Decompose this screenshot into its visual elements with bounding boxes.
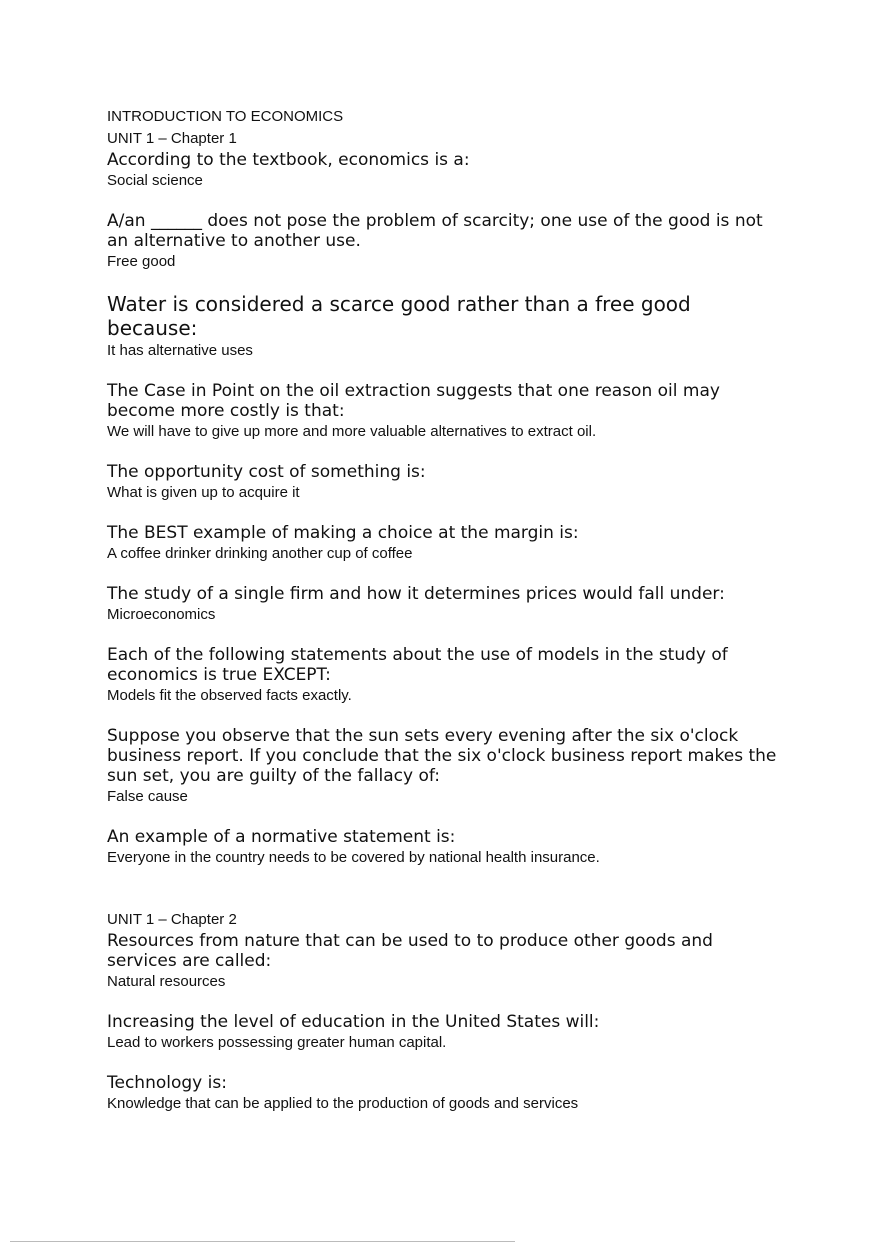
qa-item: [107, 645, 787, 707]
question-text: The Case in Point on the oil extraction suggests that one reason oil may become more costly is that:: [107, 381, 720, 421]
chapter-heading: UNIT 1 – Chapter 1: [107, 130, 237, 147]
chapter-1: [107, 128, 787, 869]
question-text: An example of a normative statement is:: [107, 827, 456, 847]
chapter-heading: UNIT 1 – Chapter 2: [107, 911, 237, 928]
question-text: The opportunity cost of something is:: [107, 462, 426, 482]
qa-item: [107, 1073, 787, 1115]
answer-text: What is given up to acquire it: [107, 484, 300, 501]
chapter-2: [107, 909, 787, 1115]
qa-item: [107, 1012, 787, 1054]
qa-item: [107, 292, 787, 362]
question-text: Suppose you observe that the sun sets every evening after the six o'clock business report. If you conclude that the six o'clock business report makes the sun set, you are guilty of the fallacy of:: [107, 726, 777, 786]
qa-item: [107, 150, 787, 192]
question-text: According to the textbook, economics is a:: [107, 150, 470, 170]
answer-text: Microeconomics: [107, 606, 216, 623]
question-text: Technology is:: [107, 1073, 227, 1093]
answer-text: Everyone in the country needs to be covered by national health insurance.: [107, 849, 600, 866]
qa-item: [107, 827, 787, 869]
question-text: The study of a single firm and how it determines prices would fall under:: [107, 584, 725, 604]
document-page: [107, 106, 787, 1115]
qa-item: [107, 211, 787, 273]
question-text: Resources from nature that can be used to to produce other goods and services are called:: [107, 931, 713, 971]
footer-divider: [10, 1241, 515, 1242]
answer-text: Social science: [107, 172, 203, 189]
qa-item: [107, 381, 787, 443]
question-text: Water is considered a scarce good rather than a free good because:: [107, 292, 691, 340]
question-text: A/an ______ does not pose the problem of scarcity; one use of the good is not an alternative to another use.: [107, 211, 763, 251]
document-title: INTRODUCTION TO ECONOMICS: [107, 108, 344, 125]
answer-text: False cause: [107, 788, 188, 805]
answer-text: Free good: [107, 253, 176, 270]
qa-item: [107, 584, 787, 626]
qa-item: [107, 726, 787, 808]
answer-text: Models fit the observed facts exactly.: [107, 687, 352, 704]
answer-text: Knowledge that can be applied to the production of goods and services: [107, 1095, 579, 1112]
answer-text: We will have to give up more and more valuable alternatives to extract oil.: [107, 423, 597, 440]
answer-text: Lead to workers possessing greater human capital.: [107, 1034, 447, 1051]
question-text: Increasing the level of education in the United States will:: [107, 1012, 600, 1032]
answer-text: A coffee drinker drinking another cup of coffee: [107, 545, 413, 562]
qa-item: [107, 462, 787, 504]
question-text: The BEST example of making a choice at the margin is:: [107, 523, 579, 543]
answer-text: Natural resources: [107, 973, 226, 990]
answer-text: It has alternative uses: [107, 342, 253, 359]
qa-item: [107, 931, 787, 993]
qa-item: [107, 523, 787, 565]
question-text: Each of the following statements about the use of models in the study of economics is true EXCEPT:: [107, 645, 728, 685]
